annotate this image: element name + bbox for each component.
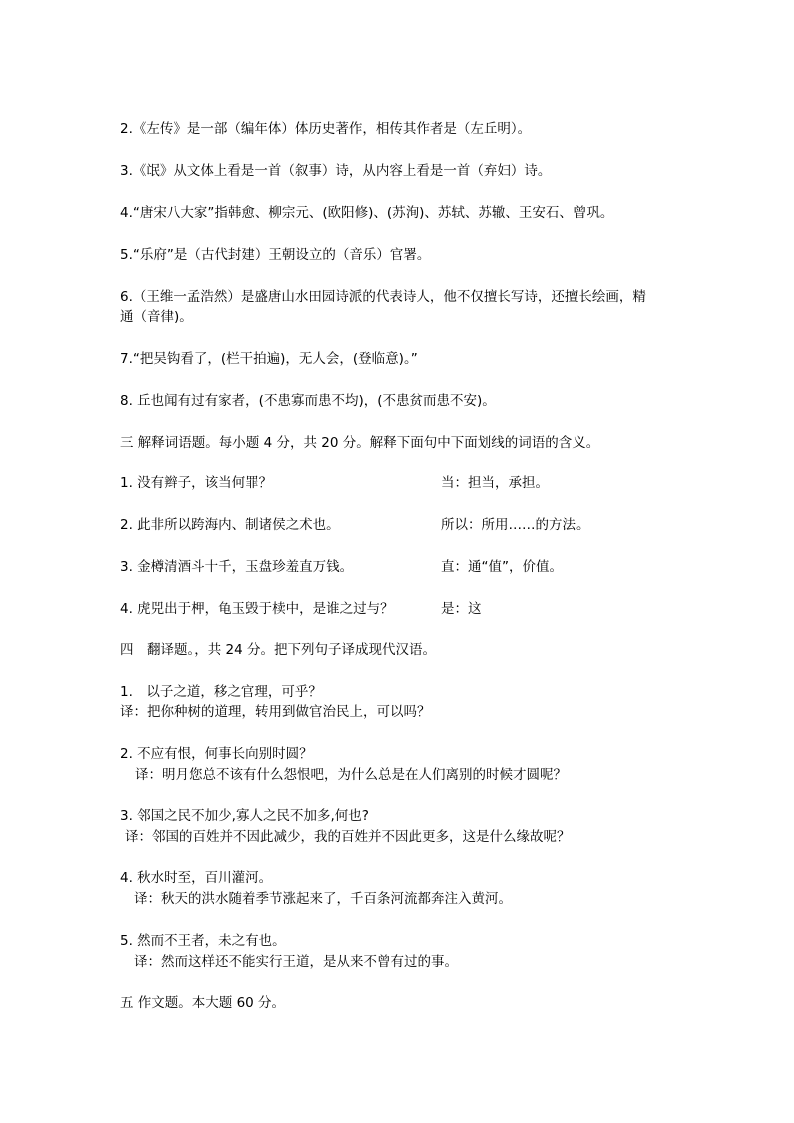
fill-question-5: 5.“乐府”是（古代封建）王朝设立的（音乐）官署。: [120, 247, 431, 263]
section-3-question-1: 1. 没有辫子，该当何罪？: [120, 475, 273, 491]
section-5-heading: 五 作文题。本大题 60 分。: [120, 995, 286, 1011]
fill-question-2: 2.《左传》是一部（编年体）体历史著作，相传其作者是（左丘明）。: [120, 121, 532, 137]
fill-question-6-line1: 6.（王维一孟浩然）是盛唐山水田园诗派的代表诗人，他不仅擅长写诗，还擅长绘画，精: [120, 289, 646, 305]
section-4-translation-3: 译：邻国的百姓并不因此减少，我的百姓并不因此更多，这是什么缘故呢？: [125, 829, 571, 845]
section-3-answer-1: 当：担当，承担。: [441, 475, 549, 491]
fill-question-6-line2: 通（音律)。: [120, 309, 193, 325]
section-4-translation-2: 译：明月您总不该有什么怨恨吧，为什么总是在人们离别的时候才圆呢？: [135, 767, 567, 783]
section-3-heading: 三 解释词语题。每小题 4 分，共 20 分。解释下面句中下面划线的词语的含义。: [120, 435, 600, 451]
section-4-translation-4: 译：秋天的洪水随着季节涨起来了，千百条河流都奔注入黄河。: [134, 891, 512, 907]
section-4-question-3: 3. 邻国之民不加少,寡人之民不加多,何也?: [120, 808, 369, 824]
section-3-question-4: 4. 虎兕出于柙，龟玉毁于椟中，是谁之过与？: [120, 601, 394, 617]
section-4-heading: 四 翻译题。，共 24 分。把下列句子译成现代汉语。: [120, 642, 437, 658]
section-4-question-4: 4. 秋水时至，百川灌河。: [120, 870, 273, 886]
section-4-question-5: 5. 然而不王者，未之有也。: [120, 933, 286, 949]
section-4-translation-5: 译：然而这样还不能实行王道，是从来不曾有过的事。: [134, 954, 458, 970]
section-3-question-3: 3. 金樽清酒斗十千，玉盘珍羞直万钱。: [120, 559, 354, 575]
section-3-answer-3: 直：通“值”，价值。: [441, 559, 563, 575]
fill-question-3: 3.《氓》从文体上看是一首（叙事）诗，从内容上看是一首（弃妇）诗。: [120, 163, 552, 179]
fill-question-8: 8. 丘也闻有过有家者，(不患寡而患不均)，(不患贫而患不安)。: [120, 393, 496, 409]
section-4-translation-1: 译：把你种树的道理，转用到做官治民上，可以吗？: [120, 704, 431, 720]
fill-question-4: 4.“唐宋八大家”指韩愈、柳宗元、(欧阳修)、(苏洵)、苏轼、苏辙、王安石、曾巩。: [120, 205, 614, 221]
section-3-answer-4: 是：这: [441, 601, 482, 617]
fill-question-7: 7.“把吴钩看了，(栏干拍遍)，无人会，(登临意)。”: [120, 351, 418, 367]
section-4-question-2: 2. 不应有恨，何事长向别时圆？: [120, 746, 313, 762]
section-3-answer-2: 所以：所用……的方法。: [441, 517, 590, 533]
section-4-question-1: 1. 以子之道，移之官理，可乎？: [120, 684, 322, 700]
section-3-question-2: 2. 此非所以跨海内、制诸侯之术也。: [120, 517, 340, 533]
